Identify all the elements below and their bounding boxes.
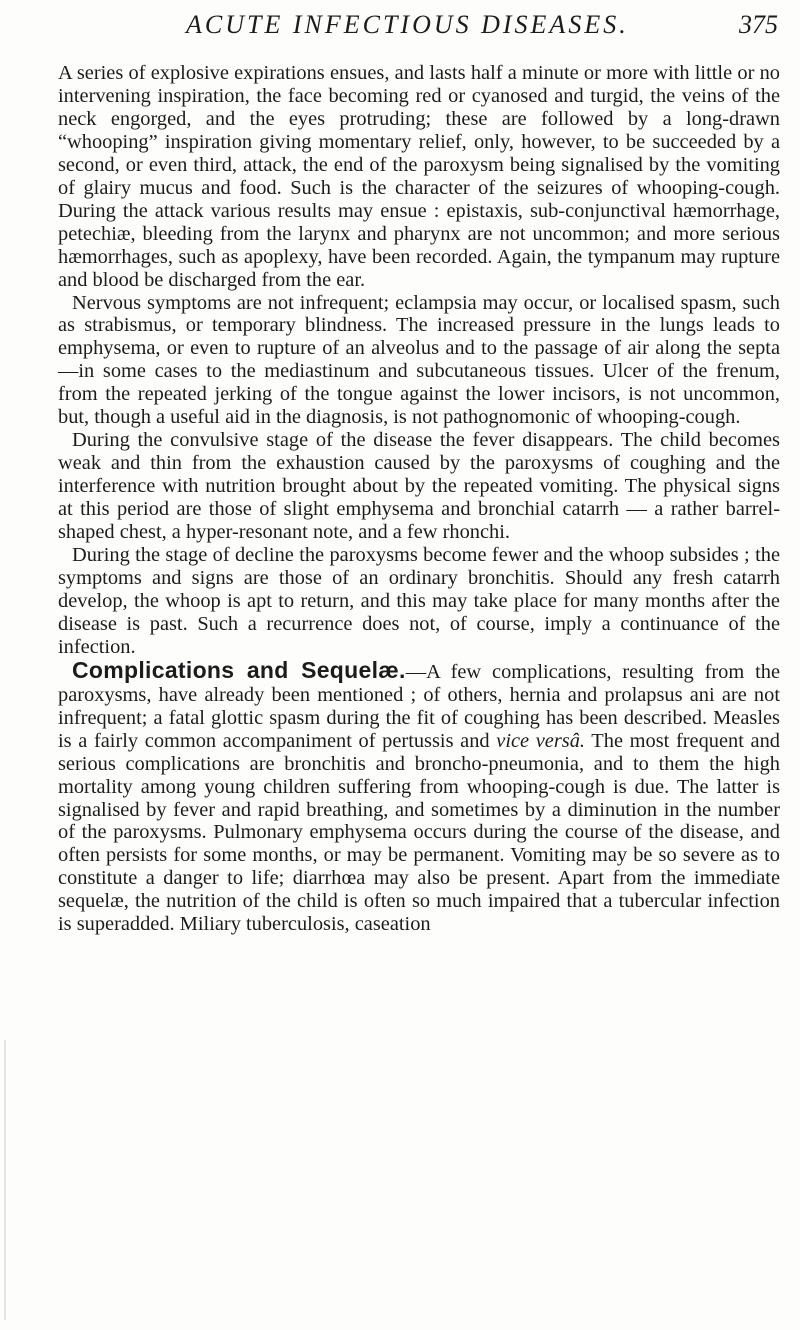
paragraph-nervous-symptoms: Nervous symptoms are not infrequent; eclampsia may occur, or localised spasm, such as strabismus, or temporary blindness. The increased pressure in the lungs leads to emphysema, or even to rupture of an alveolus and to the passage of air along the septa —in some cases to the mediastinum and subcutaneous tissues. Ulcer of the frenum, from the repeated jerking of the tongue against the lower incisors, is not uncommon, but, though a useful aid in the diagnosis, is not pathognomonic of whooping-cough. — [58, 291, 780, 429]
paragraph-convulsive-stage: During the convulsive stage of the disease the fever disappears. The child becomes weak and thin from the exhaustion caused by the paroxysms of coughing and the interference with nutrition brought about by the repeated vomiting. The physical signs at this period are those of slight emphysema and bronchial catarrh — a rather barrel-shaped chest, a hyper-resonant note, and a few rhonchi. — [58, 429, 780, 544]
paragraph-stage-of-decline: During the stage of decline the paroxysms become fewer and the whoop subsides ; the symptoms and signs are those of an ordinary bronchitis. Should any fresh catarrh develop, the whoop is apt to return, and this may take place for many months after the disease is past. Such a recurrence does not, of course, imply a continuance of the infection. — [58, 544, 780, 658]
complications-text: —A few complications, resulting from the paroxysms, have already been mentioned ; of others, hernia and prolapsus ani are not infrequent; a fatal glottic spasm during the fit of coughing has been described. Measles is a fairly common accompaniment of pertussis and — [58, 660, 781, 752]
running-title: ACUTE INFECTIOUS DISEASES. — [186, 10, 629, 39]
page-edge-shadow — [4, 1040, 6, 1320]
paragraph-complications — [58, 656, 781, 936]
section-heading-complications: Complications and Sequelæ. — [72, 656, 406, 683]
complications-italic: vice versâ. — [496, 729, 586, 752]
page-number: 375 — [739, 10, 778, 39]
complications-text-rest: The most frequent and serious complications are bronchitis and broncho-pneumonia, and to them the high mortality among young children suffering from whooping-cough is due. The latter is signalised by fever and rapid breathing, and sometimes by a diminution in the number of the paroxysms. Pulmonary emphysema occurs during the course of the disease, and often persists for some months, or may be permanent. Vomiting may be so severe as to constitute a danger to life; diarrhœa may also be present. Apart from the immediate sequelæ, the nutrition of the child is often so much impaired that a tubercular infection is superadded. Miliary tuberculosis, caseation — [58, 729, 780, 936]
body-text — [58, 62, 780, 936]
paragraph-paroxysm: A series of explosive expirations ensues, and lasts half a minute or more with little or no intervening inspiration, the face becoming red or cyanosed and turgid, the veins of the neck engorged, and the eyes protruding; these are followed by a long-drawn “whooping” inspiration giving momentary relief, only, however, to be succeeded by a second, or even third, attack, the end of the paroxysm being signalised by the vomiting of glairy mucus and food. Such is the character of the seizures of whooping-cough. During the attack various results may ensue : epistaxis, sub-conjunctival hæmorrhage, petechiæ, bleeding from the larynx and pharynx are not uncommon; and more serious hæmorrhages, such as apoplexy, have been recorded. Again, the tympanum may rupture and blood be discharged from the ear. — [58, 62, 780, 291]
running-head — [60, 6, 780, 54]
